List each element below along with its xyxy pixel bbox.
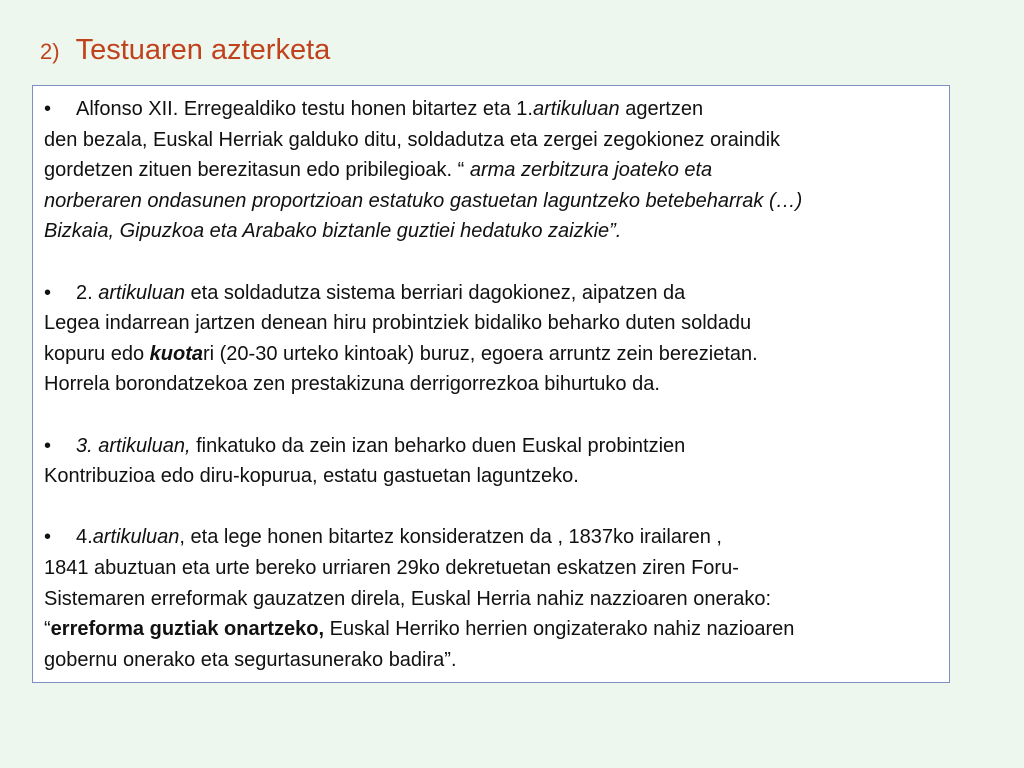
- paragraph-4: [44, 522, 937, 675]
- paragraph-2: [44, 278, 937, 400]
- content-box: [32, 85, 950, 683]
- bullet-icon: •: [44, 98, 52, 120]
- paragraph-4-line-4: “erreforma guztiak onartzeko, Euskal Herriko herrien ongizaterako nahiz nazioaren: [44, 618, 795, 641]
- paragraph-1-line-2: den bezala, Euskal Herriak galduko ditu, soldadutza eta zergei zegokionez oraindik: [44, 128, 781, 151]
- section-number: 2): [40, 39, 60, 64]
- paragraph-2-line-3: kopuru edo kuotari (20-30 urteko kintoak) buruz, egoera arruntz zein berezietan.: [44, 342, 758, 365]
- paragraph-2-line-1: • 2. artikuluan eta soldadutza sistema berriari dagokionez, aipatzen da: [44, 278, 937, 309]
- section-title: Testuaren azterketa: [75, 34, 331, 66]
- paragraph-3-line-1: • 3. artikuluan, finkatuko da zein izan beharko duen Euskal probintzien: [44, 431, 937, 462]
- paragraph-1-line-4: norberaren ondasunen proportzioan estatuko gastuetan laguntzeko betebeharrak (…): [44, 189, 803, 212]
- paragraph-1-line-3: gordetzen zituen berezitasun edo pribilegioak. “ arma zerbitzura joateko eta: [44, 159, 713, 182]
- paragraph-4-line-3: Sistemaren erreformak gauzatzen direla, Euskal Herria nahiz nazzioaren onerako:: [44, 587, 772, 610]
- paragraph-1: [44, 94, 937, 247]
- paragraph-1-line-5: Bizkaia, Gipuzkoa eta Arabako biztanle guztiei hedatuko zaizkie”.: [44, 220, 622, 243]
- paragraph-3-line-2: Kontribuzioa edo diru-kopurua, estatu gastuetan laguntzeko.: [44, 465, 579, 488]
- paragraph-4-line-5: gobernu onerako eta segurtasunerako badira”.: [44, 648, 457, 671]
- paragraph-1-line-1: • Alfonso XII. Erregealdiko testu honen bitartez eta 1.artikuluan agertzen: [44, 94, 937, 125]
- bullet-icon: •: [44, 434, 52, 457]
- paragraph-4-line-1: • 4.artikuluan, eta lege honen bitartez konsideratzen da , 1837ko irailaren ,: [44, 522, 937, 553]
- paragraph-2-line-4: Horrela borondatzekoa zen prestakizuna derrigorrezkoa bihurtuko da.: [44, 373, 660, 396]
- bullet-icon: •: [44, 281, 52, 304]
- slide-title: [40, 34, 330, 67]
- bullet-icon: •: [44, 526, 52, 549]
- paragraph-3: [44, 431, 937, 492]
- paragraph-2-line-2: Legea indarrean jartzen denean hiru probintziek bidaliko beharko duten soldadu: [44, 312, 752, 335]
- paragraph-4-line-2: 1841 abuztuan eta urte bereko urriaren 29ko dekretuetan eskatzen ziren Foru-: [44, 556, 739, 579]
